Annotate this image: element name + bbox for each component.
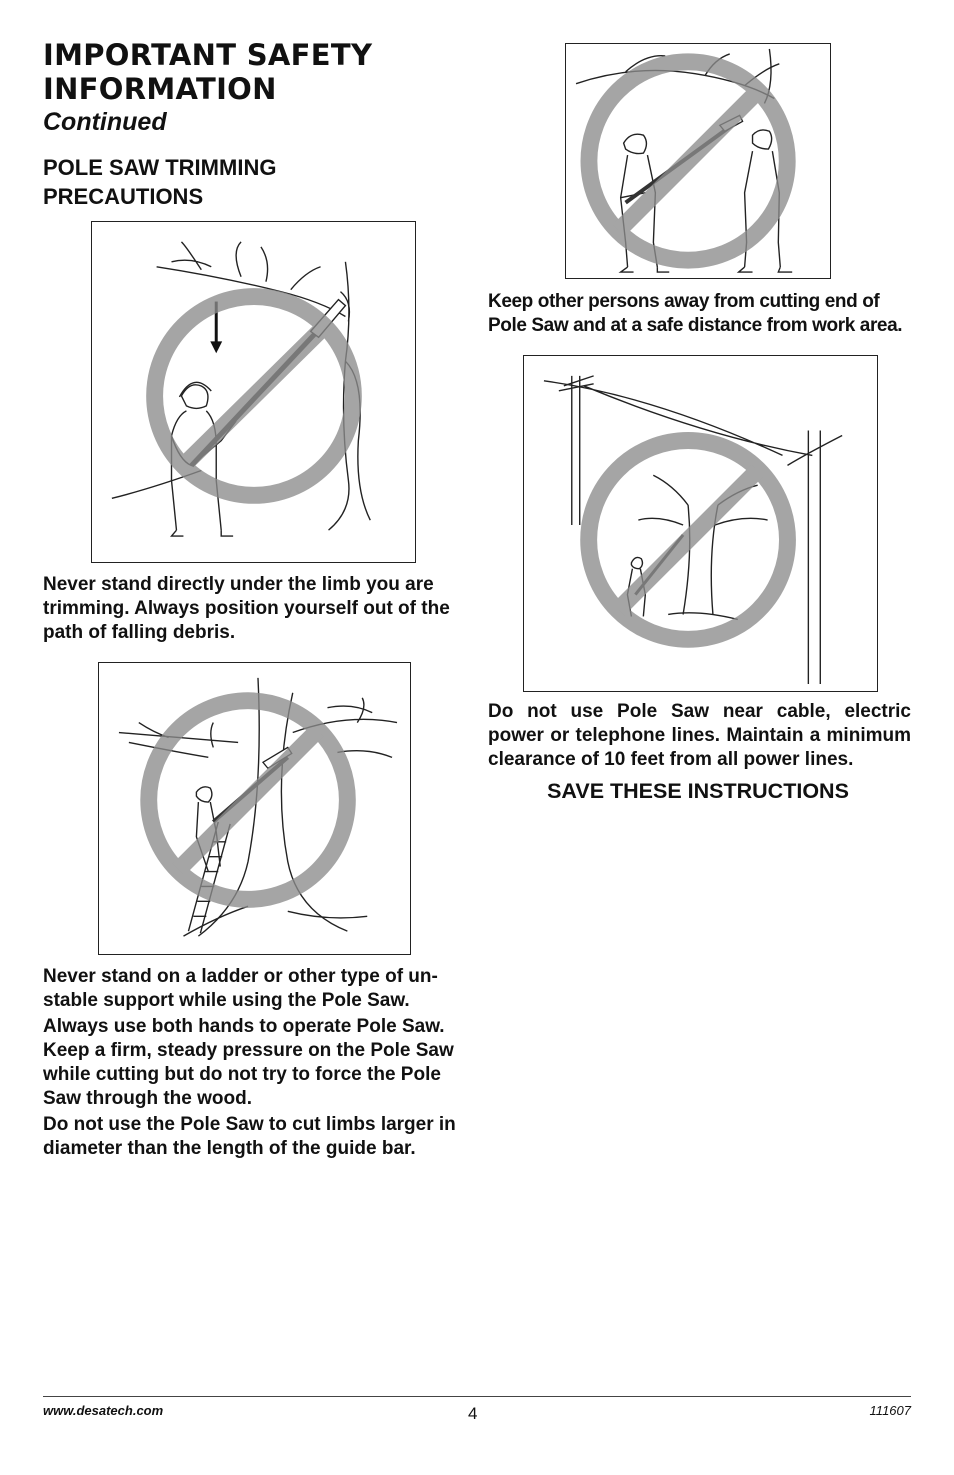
document-number: 111607	[869, 1403, 911, 1418]
section-heading: POLE SAW TRIMMING PRECAUTIONS	[43, 155, 277, 209]
prohibition-symbol	[149, 701, 348, 900]
power-lines-illustration	[524, 356, 877, 691]
figure-power-lines	[523, 355, 878, 692]
paragraph-limb-diameter: Do not use the Pole Saw to cut limbs larger in diameter than the length of the guide bar.	[43, 1114, 456, 1159]
caption-ladder: Never stand on a ladder or other type of un-stable support while using the Pole Saw.	[43, 966, 438, 1011]
page-number: 4	[468, 1404, 478, 1423]
caption-other-persons: Keep other persons away from cutting end of Pole Saw and at a safe distance from work area.	[488, 291, 903, 336]
figure-ladder	[98, 662, 411, 955]
paragraph-both-hands: Always use both hands to operate Pole Saw. Keep a firm, steady pressure on the Pole Saw while cutting but do not try to force the Pole Saw through the wood.	[43, 1016, 454, 1109]
other-persons-illustration	[566, 44, 830, 278]
prohibition-symbol	[589, 62, 787, 260]
footer-divider	[43, 1396, 911, 1397]
page-title: IMPORTANT SAFETY INFORMATION	[43, 38, 373, 106]
prohibition-symbol	[155, 297, 354, 496]
footer-website: www.desatech.com	[43, 1403, 164, 1418]
caption-under-limb: Never stand directly under the limb you are trimming. Always position yourself out of the path of falling debris.	[43, 574, 450, 643]
figure-under-limb	[91, 221, 416, 563]
prohibition-symbol	[589, 440, 788, 639]
under-limb-illustration	[92, 222, 415, 562]
page-subtitle: Continued	[43, 108, 167, 136]
ladder-illustration	[99, 663, 410, 954]
save-instructions-heading: SAVE THESE INSTRUCTIONS	[547, 779, 849, 803]
caption-power-lines: Do not use Pole Saw near cable, electric power or telephone lines. Maintain a minimum clearance of 10 feet from all power lines.	[488, 701, 911, 770]
figure-other-persons	[565, 43, 831, 279]
